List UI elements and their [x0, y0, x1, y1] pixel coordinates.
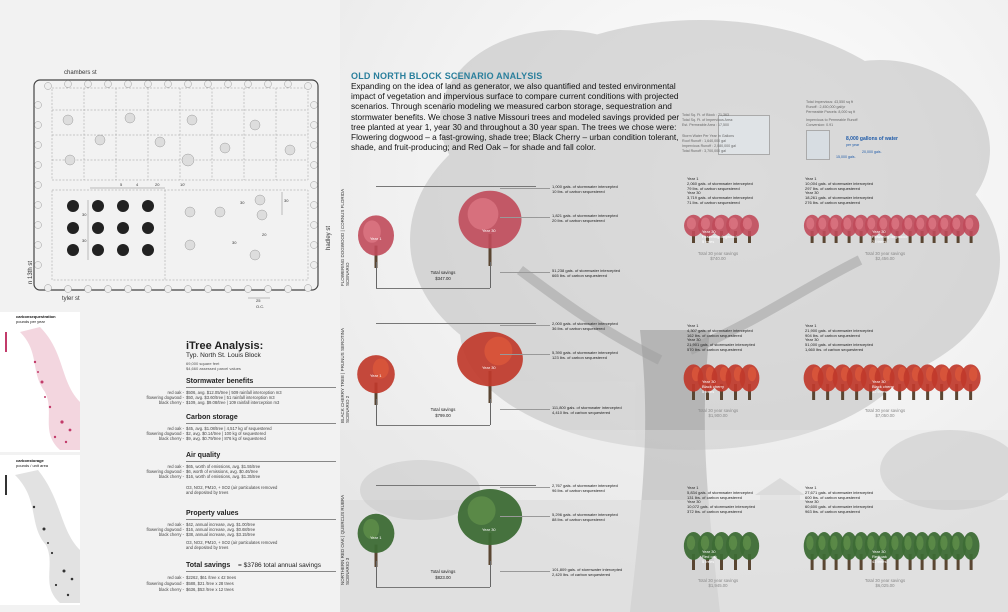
y1-header: Year 1: [687, 485, 699, 490]
y30-header: Year 30: [687, 337, 701, 342]
leader-line: [500, 354, 550, 355]
y30b-storm: 51,000 gals. of stormwater intercepted: [805, 342, 874, 347]
pv-row-5: and deposited by trees: [186, 545, 229, 550]
y30-carbon: 570 lbs. of carbon sequestered: [687, 347, 742, 352]
y30-storm: 3,719 gals. of stormwater intercepted: [687, 195, 753, 200]
cs-label-1: red oak -: [167, 426, 184, 431]
y30b-header: Year 30: [805, 499, 819, 504]
total-value: = $3786 total annual savings: [238, 562, 321, 569]
intro-paragraph: Expanding on the idea of land as generator, we also quantified and tested environmental impact of vegetation and impervious surface to compare current conditions with projected scenarios. Through scenario modeling we measured carbon storage, sequestration and stormwater benefits. We chose 3 native Missouri trees and modeled savings provided per tree planted at year 1, year 30 and throughout a 30 year span. The trees we chose were: Flowering dogwood – a fast-growing, shade tree; Black Cherry – urban condition tolerant, shade, and fruit-producing; and Red Oak – for shade and fall color.: [351, 81, 680, 153]
y30b-carbon: 963 lbs. of carbon sequestered: [805, 509, 860, 514]
pv-row-3: $38, annual increase, avg. $3.15/tree: [186, 532, 256, 537]
street-right: hadley st: [326, 225, 332, 250]
y30b-storm: 18,261 gals. of stormwater intercepted: [805, 195, 874, 200]
callout-right-3: Permeable Parcels: 8,000 sq ft: [806, 110, 856, 114]
y30-carbon: 71 lbs. of carbon sequestered: [687, 200, 740, 205]
sw-label-1: red oak -: [167, 390, 184, 395]
plan-dim-11: 25: [256, 298, 261, 303]
bracket-top: [376, 186, 536, 187]
y1-storm: 4,307 gals. of stormwater intercepted: [687, 328, 753, 333]
tot-label-2: flowering dogwood -: [146, 581, 184, 586]
y1-carbon: 162 lbs. of carbon sequestered: [687, 333, 742, 338]
tot-row-3: $636, $53 /tree x 12 trees: [186, 587, 234, 592]
grp2-label-3: 42 trees: [872, 559, 887, 564]
cs-label-3: black cherry -: [158, 436, 184, 441]
grp1-label-3: 5 trees: [702, 559, 715, 564]
cs-row-1: $45, avg. $1.08/tree | 4,517 kg of sequestered: [186, 426, 272, 431]
sav2-value: $6,025.00: [875, 583, 895, 588]
scenario-side-label: BLACK CHERRY TREE | PRUNUS SEROTINA SCENARIO 2: [340, 328, 350, 423]
tree-icon: [960, 360, 981, 400]
grp2-label-3: 12 trees: [872, 389, 887, 394]
tree2-label: Year 30: [482, 365, 496, 370]
annotation-ann_bot-2: 665 lbs. of carbon sequestered: [552, 273, 607, 278]
divider: [186, 387, 336, 388]
pv-row-1: $42, annual increase, avg. $1.00/tree: [186, 522, 256, 527]
itree-area1: 69,000 square feet: [186, 361, 220, 366]
leader-line: [500, 516, 550, 517]
total-savings-label: Total savings: [430, 569, 456, 574]
map2-label: carbonstorage: [16, 458, 44, 463]
sav1-label: Total 30 year savings: [697, 578, 739, 583]
sav2-value: $7,050.00: [875, 413, 895, 418]
y30-storm: 21,901 gals. of stormwater intercepted: [687, 342, 756, 347]
y1b-header: Year 1: [805, 323, 817, 328]
y1b-storm: 21,900 gals. of stormwater intercepted: [805, 328, 874, 333]
pv-label-2: flowering dogwood -: [146, 527, 184, 532]
callout-box-right: [806, 130, 830, 160]
bracket-top: [376, 485, 536, 486]
callout-right-8: 20,000 gals.: [862, 150, 882, 154]
grove-many-trees: [803, 535, 973, 575]
pv-label-3: black cherry -: [158, 532, 184, 537]
annotation-ann_mid-2: 123 lbs. of carbon sequestered: [552, 355, 607, 360]
grp1-label-1: Year 30: [702, 228, 716, 234]
carbon-storage-map: [0, 455, 80, 605]
y1b-header: Year 1: [805, 176, 817, 181]
divider: [186, 423, 336, 424]
y30b-header: Year 30: [805, 190, 819, 195]
plan-dim-4: 30: [82, 212, 87, 217]
y30b-storm: 60,600 gals. of stormwater intercepted: [805, 504, 874, 509]
axis-left: [376, 262, 377, 288]
callout-left-5: Roof Runoff : 1,640,000 gal: [682, 139, 726, 143]
annotation-ann_mid-2: 20 lbs. of carbon sequestered: [552, 218, 605, 223]
sav2-value: $2,456.00: [875, 256, 895, 261]
leader-line: [500, 217, 550, 218]
tree-icon: [455, 323, 525, 403]
cs-label-2: flowering dogwood -: [146, 431, 184, 436]
divider: [186, 519, 336, 520]
grove-5-trees: [683, 535, 753, 575]
annotation-ann_mid-1: 1,821 gals. of stormwater intercepted: [552, 213, 618, 218]
grove-tree: [960, 360, 981, 405]
y1b-carbon: 297 lbs. of carbon sequestered: [805, 186, 860, 191]
sw-row-1: $506, avg. $12.05/tree | 509 rainfall interception m3: [186, 390, 282, 395]
plan-dim-6: 30: [284, 198, 289, 203]
bracket-bottom: [376, 425, 490, 426]
plan-dim-12: O.C.: [256, 304, 265, 309]
callout-left-7: Total Runoff : 3,700,000 gal: [682, 149, 726, 153]
leader-line: [500, 487, 550, 488]
carbon-sequestration-map: [0, 312, 80, 452]
y30-storm: 10,072 gals. of stormwater intercepted: [687, 504, 756, 509]
axis-right: [490, 561, 491, 587]
y30b-carbon: 1,660 lbs. of carbon sequestered: [805, 347, 864, 352]
y1b-carbon: 600 lbs. of carbon sequestered: [805, 495, 860, 500]
itree-area2: $4,660 assessed parcel values: [186, 366, 241, 371]
map2-sub: pounds / unit area: [16, 463, 49, 468]
cs-row-3: $9, avg. $0.79/tree | 876 kg of sequestered: [186, 436, 266, 441]
aq-row-4: O3, NO2, PM10, + SO2 (air particulates removed: [186, 485, 278, 490]
grove-tree: [739, 530, 760, 575]
map1-sub: pounds per year: [16, 319, 45, 324]
aq-row-1: $65, worth of emissions, avg. $1.55/tree: [186, 464, 261, 469]
sav1-value: $1,945.00: [708, 583, 728, 588]
grp2-label-3: 28 trees: [872, 238, 887, 244]
grp1-label-3: 5 trees: [702, 389, 715, 394]
leader-line: [500, 188, 550, 189]
aq-label-3: black cherry -: [158, 474, 184, 479]
annotation-ann_mid-1: 5,296 gals. of stormwater intercepted: [552, 512, 618, 517]
tree2-label: Year 30: [482, 527, 496, 532]
annotation-ann_bot-1: 101,809 gals. of stormwater intercepted: [552, 567, 623, 572]
sav1-value: $740.00: [710, 256, 726, 261]
grp2-label-1: Year 30: [872, 379, 886, 384]
sw-row-3: $109, avg. $9.08/tree | 109 rainfall interception m3: [186, 400, 280, 405]
grp2-label-2: Red oak: [872, 554, 887, 559]
bracket-bottom: [376, 288, 490, 289]
plan-dim-5: 30: [82, 238, 87, 243]
callout-right-7: per year: [846, 143, 860, 147]
aq-row-5: and deposited by trees: [186, 490, 229, 495]
annotation-ann_top-1: 1,000 gals. of stormwater intercepted: [552, 184, 618, 189]
sw-row-2: $50, avg. $3.60/tree | 51 rainfall interception m3: [186, 395, 275, 400]
scenario-side-label: FLOWERING DOGWOOD | CORNUS FLORIDA SCENARIO: [340, 188, 350, 286]
callout-right-4: Impervious to Permeable Runoff: [806, 118, 858, 122]
callout-right-6: 8,000 gallons of water: [846, 136, 898, 142]
map1-label: carbonsequestration: [16, 314, 56, 319]
grp1-label-1: Year 30: [702, 379, 716, 384]
plan-dim-3: 20: [155, 182, 160, 187]
plan-dim-2: 4: [136, 182, 139, 187]
leader-line: [500, 409, 550, 410]
y30-header: Year 30: [687, 190, 701, 195]
callout-left-4: Storm Water Per Year In Gallons: [682, 134, 734, 138]
tot-label-3: black cherry -: [158, 587, 184, 592]
grove-tree: [962, 213, 980, 248]
annotation-ann_mid-2: 88 lbs. of carbon sequestered: [552, 517, 605, 522]
callout-left-2: Total Sq. Ft. of Impervious Area:: [682, 118, 734, 122]
y1b-storm: 27,671 gals. of stormwater intercepted: [805, 490, 874, 495]
sav1-value: $1,900.00: [708, 413, 728, 418]
grp2-label-2: Black cherry: [872, 384, 895, 389]
grove-tree: [739, 213, 760, 248]
tree-icon: [962, 213, 980, 243]
callout-left-3: Est. Permeable Area : 17,500: [682, 123, 729, 127]
y1-header: Year 1: [687, 176, 699, 181]
tree1-label: Year 1: [370, 535, 382, 540]
grp1-label-2: Black cherry: [702, 384, 725, 389]
aq-row-2: $6, worth of emissions, avg. $0.46/tree: [186, 469, 258, 474]
page-title: OLD NORTH BLOCK SCENARIO ANALYSIS: [351, 71, 543, 81]
annotation-ann_bot-1: 111,800 gals. of stormwater intercepted: [552, 405, 622, 410]
tree-icon: [455, 186, 525, 266]
tree-icon: [455, 485, 525, 565]
tot-row-2: $588, $21 /tree x 28 trees: [186, 581, 234, 586]
tot-row-1: $2262, $61 /tree x 42 trees: [186, 575, 237, 580]
annotation-ann_bot-2: 2,420 lbs. of carbon sequestered: [552, 572, 611, 577]
grove-tree: [962, 530, 980, 575]
y30b-header: Year 30: [805, 337, 819, 342]
property-heading: Property values: [186, 510, 239, 517]
total-savings-label: Total savings: [430, 407, 456, 412]
leader-line: [500, 325, 550, 326]
total-savings-value: $823.00: [435, 575, 451, 580]
plan-dim-9: 20: [262, 232, 267, 237]
cs-row-2: $2, avg. $0.14/tree | 100 kg of sequestered: [186, 431, 266, 436]
tree-icon: [962, 530, 980, 570]
total-savings-value: $347.00: [435, 276, 451, 281]
tree-icon: [739, 213, 760, 243]
tree1-label: Year 1: [370, 236, 382, 241]
divider: [186, 571, 336, 572]
y30-carbon: 372 lbs. of carbon sequestered: [687, 509, 742, 514]
grp1-label-1: Year 30: [702, 549, 716, 554]
sav2-label: Total 30 year savings: [864, 408, 906, 413]
pv-row-2: $16, annual increase, avg. $0.68/tree: [186, 527, 256, 532]
annotation-ann_bot-1: 51,238 gals. of stormwater intercepted: [552, 268, 621, 273]
bracket-bottom: [376, 587, 490, 588]
callout-right-1: Total Impervious: 43,550 sq ft: [806, 100, 853, 104]
aq-label-2: flowering dogwood -: [146, 469, 184, 474]
y1b-header: Year 1: [805, 485, 817, 490]
plan-dim-7: 30: [240, 200, 245, 205]
tree-icon: [739, 530, 760, 570]
sav2-label: Total 30 year savings: [864, 578, 906, 583]
axis-right: [490, 399, 491, 425]
pv-label-1: red oak -: [167, 522, 184, 527]
bracket-top: [376, 323, 536, 324]
annotation-ann_mid-1: 5,390 gals. of stormwater intercepted: [552, 350, 618, 355]
street-bottom: tyler st: [62, 296, 80, 302]
plan-dim-8: 30: [232, 240, 237, 245]
annotation-ann_top-2: 36 lbs. of carbon sequestered: [552, 326, 605, 331]
annotation-ann_top-2: 96 lbs. of carbon sequestered: [552, 488, 605, 493]
stormwater-heading: Stormwater benefits: [186, 378, 254, 385]
annotation-ann_top-1: 2,767 gals. of stormwater intercepted: [552, 483, 618, 488]
total-savings-label: Total savings: [430, 270, 456, 275]
grp2-label-1: Year 30: [872, 549, 886, 554]
grp2-label-2: Flowering dogwood: [872, 233, 907, 239]
total-savings-value: $799.00: [435, 413, 451, 418]
sw-label-2: flowering dogwood -: [146, 395, 184, 400]
leader-line: [500, 571, 550, 572]
grp1-label-2: Red oak: [702, 554, 717, 559]
tree2-label: Year 30: [482, 228, 496, 233]
tree-icon: [739, 360, 760, 400]
pv-row-4: O3, NO2, PM10, + SO2 (air particulates removed: [186, 540, 278, 545]
y1-carbon: 131 lbs. of carbon sequestered: [687, 495, 742, 500]
scenario-side-label: NORTHERN RED OAK | QUERCUS RUBRA SCENARIO 3: [340, 494, 350, 585]
itree-title: iTree Analysis:: [186, 340, 264, 352]
carbon-heading: Carbon storage: [186, 414, 238, 421]
plan-dim-1: 5: [120, 182, 123, 187]
grp1-label-2: Flowering dogwood: [702, 233, 737, 239]
grove-tree: [739, 360, 760, 405]
grp1-label-3: 5 trees: [702, 238, 715, 244]
axis-left: [376, 561, 377, 587]
callout-right-9: 15,000 gals.: [836, 155, 856, 159]
aq-row-3: $16, worth of emissions, avg. $1.35/tree: [186, 474, 261, 479]
callout-left-6: Impervious Runoff : 2,080,000 gal: [682, 144, 736, 148]
y1b-carbon: 904 lbs. of carbon sequestered: [805, 333, 860, 338]
street-top: chambers st: [64, 70, 97, 76]
itree-subtitle: Typ. North St. Louis Block: [186, 352, 261, 359]
grp2-label-1: Year 30: [872, 228, 886, 234]
y30b-carbon: 276 lbs. of carbon sequestered: [805, 200, 860, 205]
tree1-label: Year 1: [370, 373, 382, 378]
tot-label-1: red oak -: [167, 575, 184, 580]
y1-carbon: 79 lbs. of carbon sequestered: [687, 186, 740, 191]
site-plan-diagram: [0, 0, 340, 320]
plan-dim-10: 10': [180, 182, 186, 187]
callout-right-2: Runoff : 2,450,000 gal/yr: [806, 105, 846, 109]
y30-header: Year 30: [687, 499, 701, 504]
street-left: n 13th st: [28, 260, 34, 284]
y1-header: Year 1: [687, 323, 699, 328]
axis-right: [490, 262, 491, 288]
sav1-label: Total 30 year savings: [697, 251, 739, 256]
callout-right-5: Conversion: 0.91: [806, 123, 834, 127]
annotation-ann_bot-2: 4,410 lbs. of carbon sequestered: [552, 410, 611, 415]
annotation-ann_top-1: 2,000 gals. of stormwater intercepted: [552, 321, 618, 326]
divider: [186, 461, 336, 462]
aq-label-1: red oak -: [167, 464, 184, 469]
air-heading: Air quality: [186, 452, 221, 459]
callout-left-1: Total Sq. Ft. of Block : 71,363: [682, 113, 729, 117]
sav2-label: Total 30 year savings: [864, 251, 906, 256]
y1-storm: 2,060 gals. of stormwater intercepted: [687, 181, 753, 186]
axis-left: [376, 399, 377, 425]
total-heading: Total savings: [186, 562, 231, 569]
y1-storm: 5,834 gals. of stormwater intercepted: [687, 490, 753, 495]
leader-line: [500, 272, 550, 273]
sw-label-3: black cherry -: [158, 400, 184, 405]
annotation-ann_top-2: 10 lbs. of carbon sequestered: [552, 189, 605, 194]
y1b-storm: 10,004 gals. of stormwater intercepted: [805, 181, 874, 186]
sav1-label: Total 30 year savings: [697, 408, 739, 413]
